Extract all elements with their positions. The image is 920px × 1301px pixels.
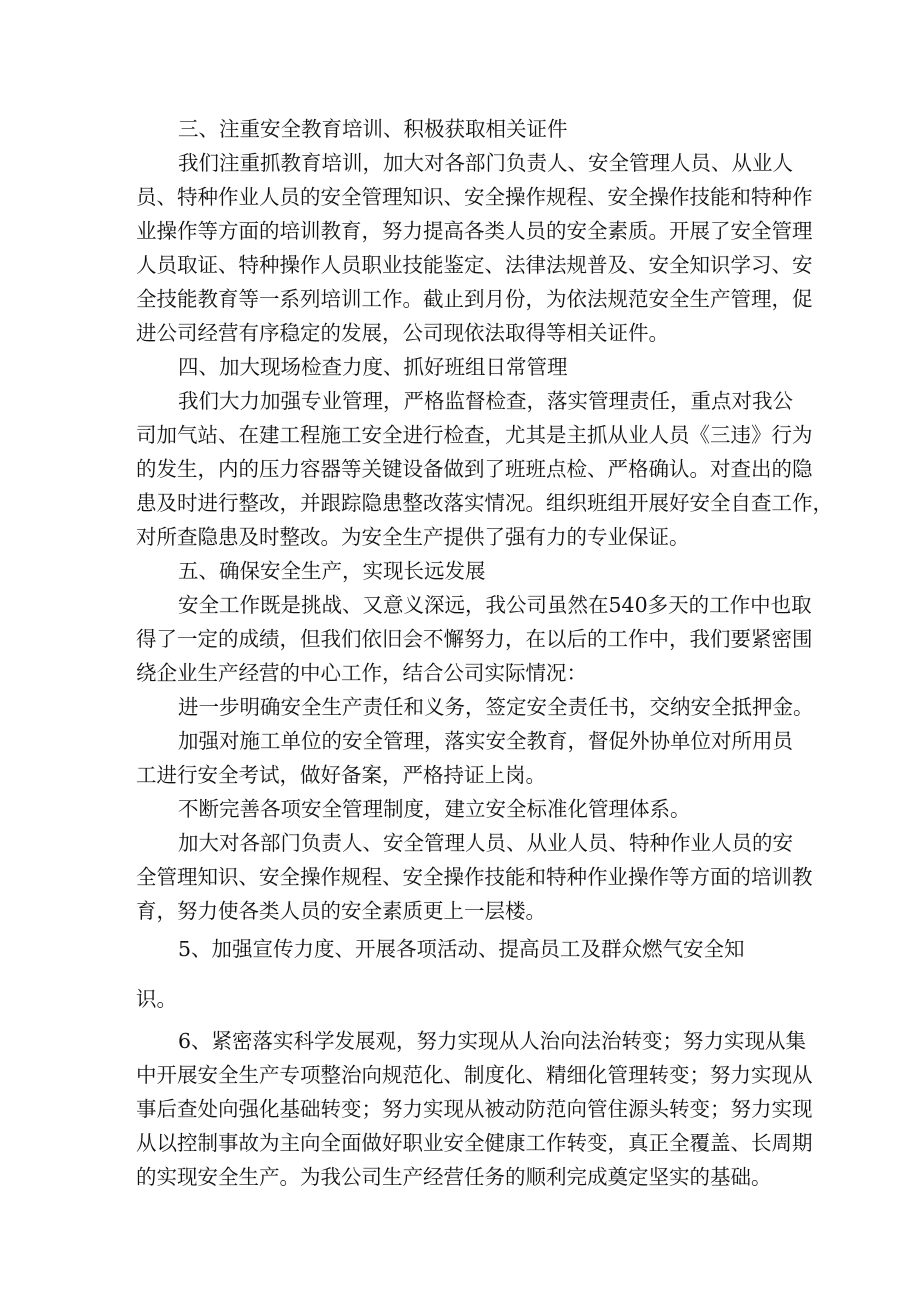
document-page: 三、注重安全教育培训、积极获取相关证件 我们注重抓教育培训，加大对各部门负责人、安全管理人员、从业人 员、特种作业人员的安全管理知识、安全操作规程、安全操作技能和特种作 业操作等方面的培训教育，努力提高各类人员的安全素质。开展了安全管理 人员取证、特种操作人员职业技能鉴定、法律法规普及、安全知识学习、安 全技能教育等一系列培训工作。截止到月份，为依法规范安全生产管理，促 进公司经营有序稳定的发展，公司现依法取得等相关证件。 四、加大现场检查力度、抓好班组日常管理 我们大力加强专业管理，严格监督检查，落实管理责任，重点对我公 司加气站、在建工程施工安全进行检查，尤其是主抓从业人员《三违》行为 的发生，内的压力容器等关键设备做到了班班点检、严格确认。对查出的隐 患及时进行整改，并跟踪隐患整改落实情况。组织班组开展好安全自查工作， 对所查隐患及时整改。为安全生产提供了强有力的专业保证。 五、确保安全生产，实现长远发展 安全工作既是挑战、又意义深远，我公司虽然在540多天的工作中也取 得了一定的成绩，但我们依旧会不懈努力，在以后的工作中，我们要紧密围 绕企业生产经营的中心工作，结合公司实际情况： 进一步明确安全生产责任和义务，签定安全责任书，交纳安全抵押金。 加强对施工单位的安全管理，落实安全教育，督促外协单位对所用员 工进行安全考试，做好备案，严格持证上岗。 不断完善各项安全管理制度，建立安全标准化管理体系。 加大对各部门负责人、安全管理人员、从业人员、特种作业人员的安 全管理知识、安全操作规程、安全操作技能和特种作业操作等方面的培训教 育，努力使各类人员的安全素质更上一层楼。 5、加强宣传力度、开展各项活动、提高员工及群众燃气安全知 识。 6、紧密落实科学发展观，努力实现从人治向法治转变；努力实现从集 中开展安全生产专项整治向规范化、制度化、精细化管理转变；努力实现从 事后查处向强化基础转变；努力实现从被动防范向管住源头转变；努力实现 从以控制事故为主向全面做好职业安全健康工作转变，真正全覆盖、长周期 的实现安全生产。为我公司生产经营任务的顺利完成奠定坚实的基础。 bbox=[136, 117, 833, 1189]
